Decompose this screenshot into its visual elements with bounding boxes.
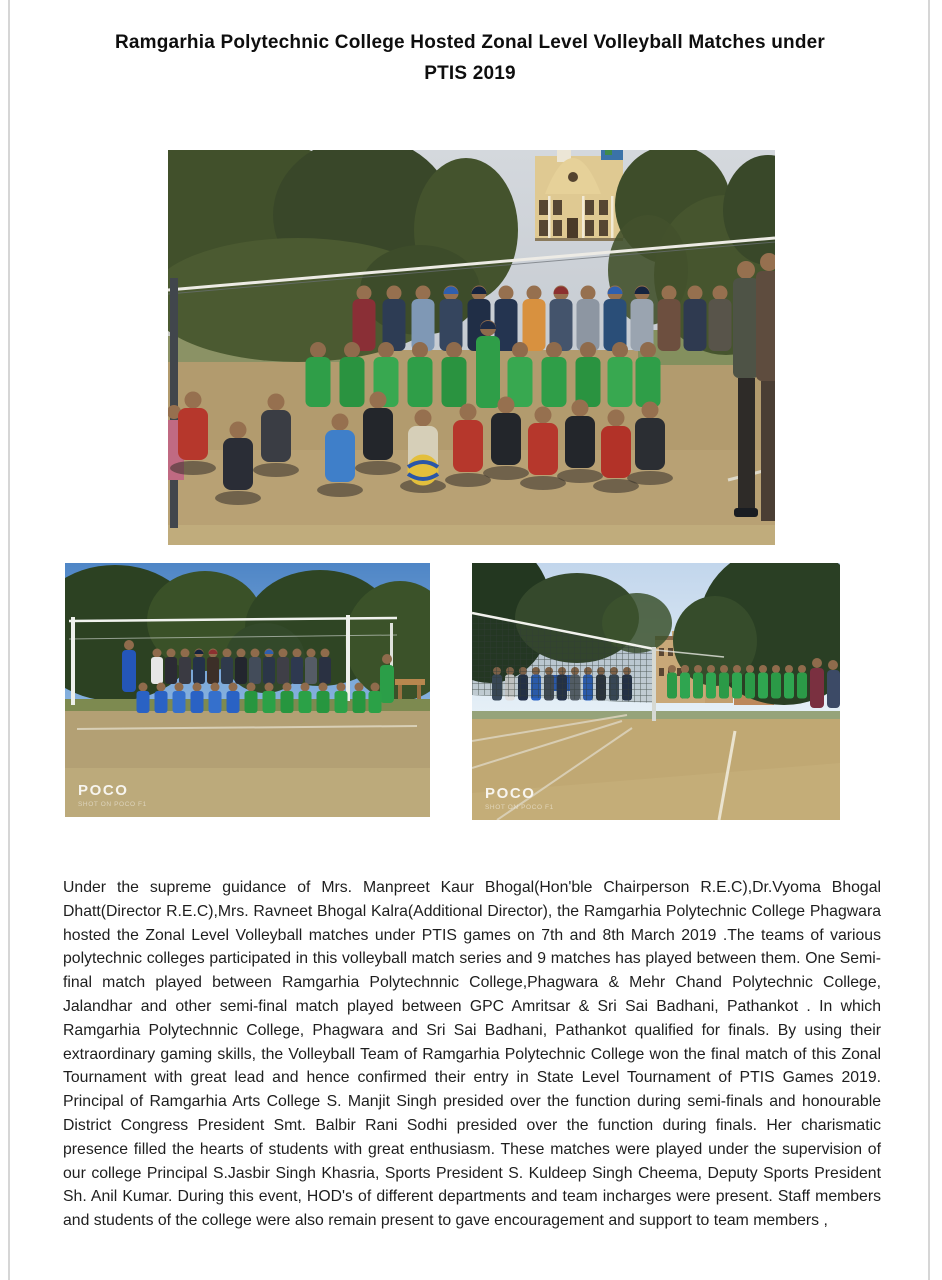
poco-watermark-text: POCO [485,785,536,803]
page-edge-left [8,0,10,1280]
title-line-2: PTIS 2019 [424,63,516,84]
poco-watermark-text: POCO [78,782,129,800]
poco-watermark-subtext: SHOT ON POCO F1 [78,800,147,808]
main-photo-scene [168,150,775,545]
left-photo-scene [65,563,430,817]
article-paragraph: Under the supreme guidance of Mrs. Manpreet Kaur Bhogal(Hon'ble Chairperson R.E.C),Dr.Vyoma Bhogal Dhatt(Director R.E.C),Mrs. Ravneet Bhogal Kalra(Additional Director), the Ramgarhia Polytechnic College Phagwara hosted the Zonal Level Volleyball matches under PTIS games on 7th and 8th March 2019 .The teams of various polytechnic colleges participated in this volleyball match series and 9 matches has played between them. One Semi-final match played between Ramgarhia Polytechnnic College,Phagwara & Mehr Chand Polytechnic College, Jalandhar and other semi-final match played between GPC Amritsar & Sri Sai Badhani, Pathankot . In which Ramgarhia Polytechnnic College, Phagwara and Sri Sai Badhani, Pathankot qualified for finals. By using their extraordinary gaming skills, the Volleyball Team of Ramgarhia Polytechnic College won the final match of this Zonal Tournament with great lead and hence confirmed their entry in State Level Tournament of PTIS Games 2019. Principal of Ramgarhia Arts College S. Manjit Singh presided over the function during semi-finals and honourable District Congress President Smt. Balbir Rani Sodhi presided over the function during finals. Her charismatic presence filled the hearts of students with great enthusiasm. These matches were played under the supervision of our college Principal S.Jasbir Singh Khasria, Sports President S. Kuldeep Singh Cheema, Deputy Sports President Sh. Anil Kumar. During this event, HOD's of different departments and team incharges were present. Staff members and students of the college were also remain present to gave encouragement and support to team members , [63,879,881,1230]
tall-officials-right [733,253,775,521]
poco-watermark [485,786,554,811]
page-title [20,27,920,89]
right-photo [472,563,840,820]
left-photo [65,563,430,817]
net-pole-left [170,278,178,528]
page-edge-right [928,0,930,1280]
right-photo-scene [472,563,840,820]
poco-watermark [78,783,147,808]
poco-watermark-subtext: SHOT ON POCO F1 [485,803,554,811]
volleyball [408,455,439,486]
title-line-1: Ramgarhia Polytechnic College Hosted Zonal Level Volleyball Matches under [114,32,826,53]
main-photo [168,150,775,545]
